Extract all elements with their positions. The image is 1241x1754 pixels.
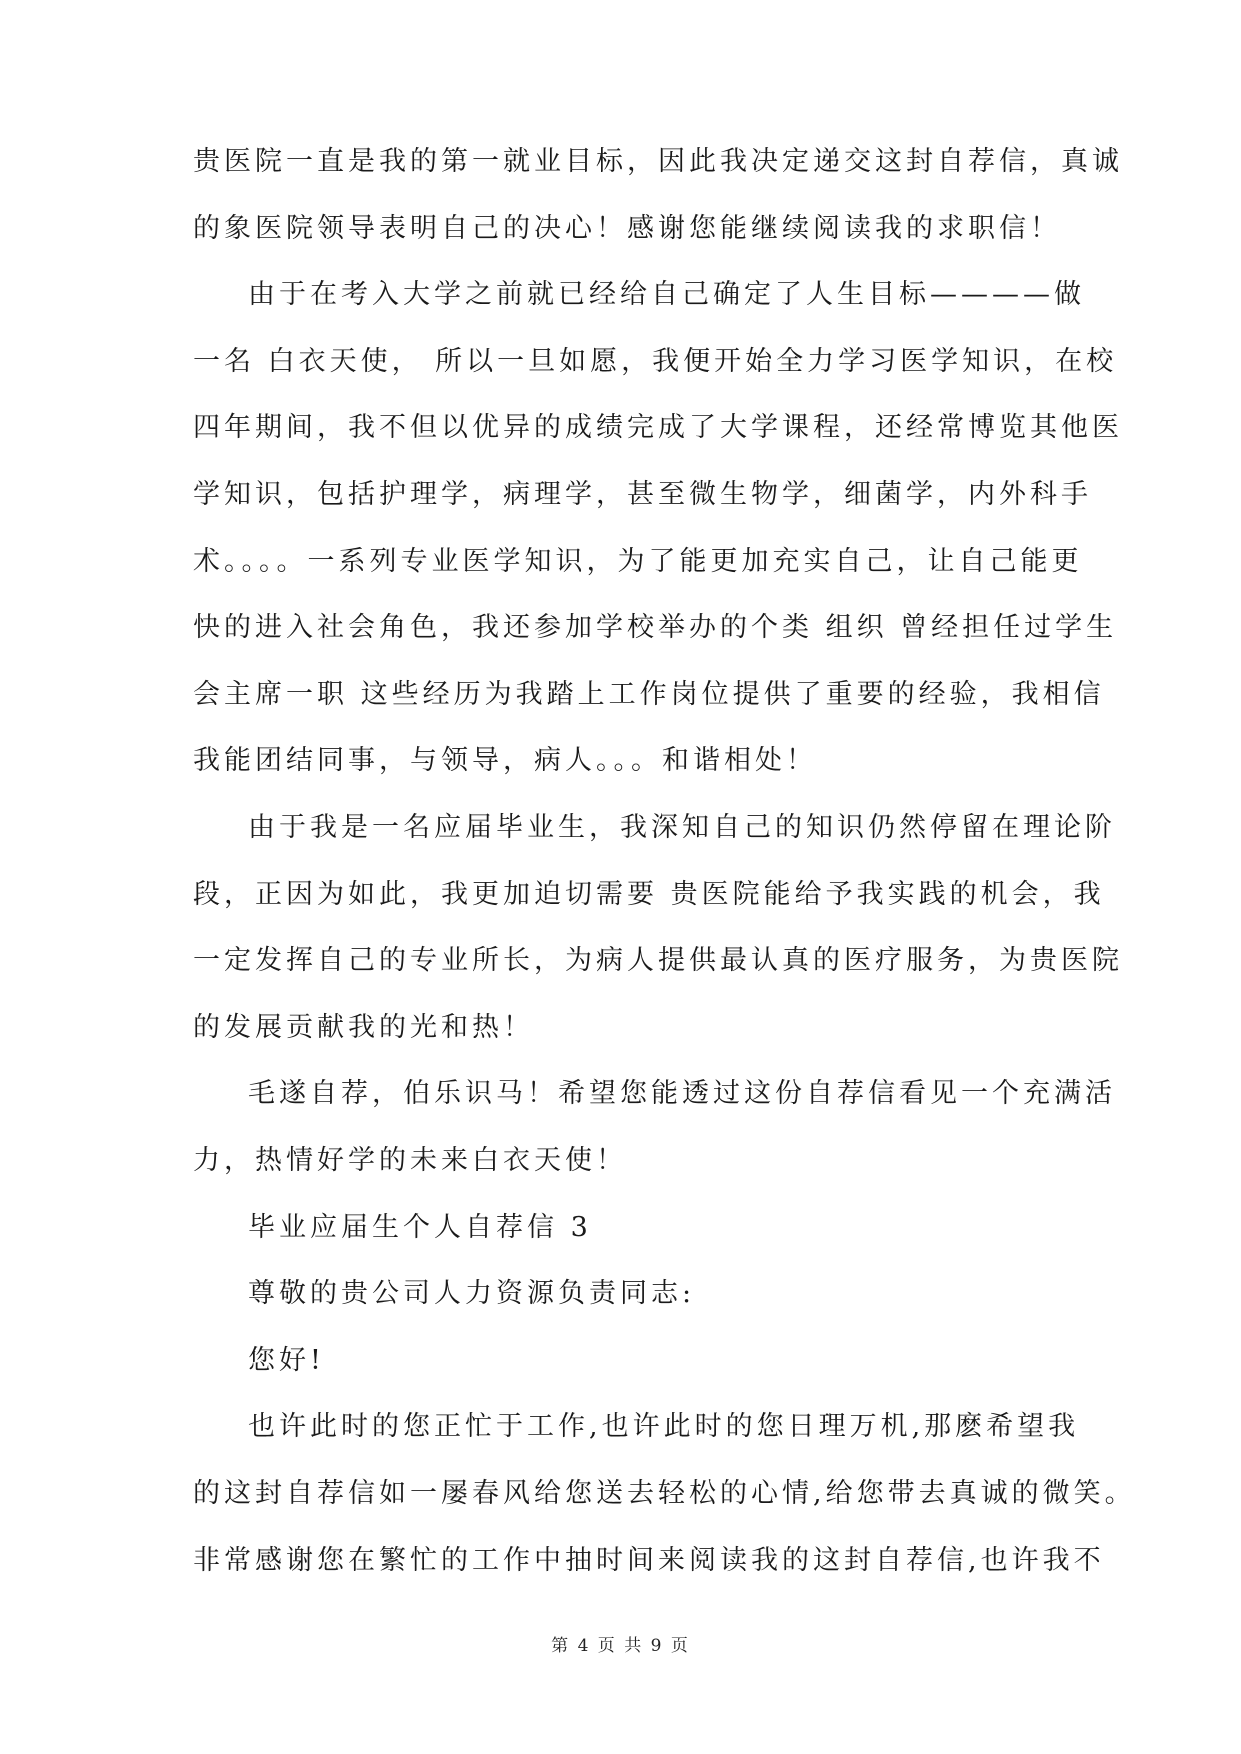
- body-line-15: 毛遂自荐，伯乐识马！希望您能透过这份自荐信看见一个充满活: [248, 1078, 1116, 1109]
- body-line-12: 段，正因为如此，我更加迫切需要 贵医院能给予我实践的机会，我: [193, 879, 1105, 910]
- body-line-14: 的发展贡献我的光和热！: [193, 1012, 534, 1043]
- body-line-13: 一定发挥自己的专业所长，为病人提供最认真的医疗服务，为贵医院: [193, 945, 1123, 976]
- body-line-9: 会主席一职 这些经历为我踏上工作岗位提供了重要的经验，我相信: [193, 679, 1105, 710]
- body-line-4: 一名 白衣天使， 所以一旦如愿，我便开始全力学习医学知识，在校: [193, 346, 1118, 377]
- body-line-1: 贵医院一直是我的第一就业目标，因此我决定递交这封自荐信，真诚: [193, 146, 1123, 177]
- body-line-16: 力，热情好学的未来白衣天使！: [193, 1145, 627, 1176]
- body-line-18: 的这封自荐信如一屡春风给您送去轻松的心情,给您带去真诚的微笑。: [193, 1478, 1136, 1509]
- body-line-6: 学知识，包括护理学，病理学，甚至微生物学，细菌学，内外科手: [193, 479, 1092, 510]
- page-number: 第 4 页 共 9 页: [551, 1636, 690, 1656]
- body-line-17: 也许此时的您正忙于工作,也许此时的您日理万机,那麽希望我: [248, 1411, 1080, 1442]
- body-line-5: 四年期间，我不但以优异的成绩完成了大学课程，还经常博览其他医: [193, 412, 1123, 443]
- body-line-8: 快的进入社会角色，我还参加学校举办的个类 组织 曾经担任过学生: [193, 612, 1118, 643]
- salutation: 尊敬的贵公司人力资源负责同志:: [248, 1278, 696, 1309]
- body-line-7: 术。。。。一系列专业医学知识，为了能更加充实自己，让自己能更: [193, 546, 1083, 577]
- section-heading: 毕业应届生个人自荐信 3: [248, 1212, 592, 1243]
- greeting: 您好!: [248, 1345, 325, 1376]
- body-line-3: 由于在考入大学之前就已经给自己确定了人生目标————做: [248, 279, 1085, 310]
- body-line-2: 的象医院领导表明自己的决心！感谢您能继续阅读我的求职信！: [193, 213, 1061, 244]
- body-line-11: 由于我是一名应届毕业生，我深知自己的知识仍然停留在理论阶: [248, 812, 1116, 843]
- body-line-19: 非常感谢您在繁忙的工作中抽时间来阅读我的这封自荐信,也许我不: [193, 1545, 1105, 1576]
- body-line-10: 我能团结同事，与领导，病人。。。和谐相处！: [193, 745, 817, 776]
